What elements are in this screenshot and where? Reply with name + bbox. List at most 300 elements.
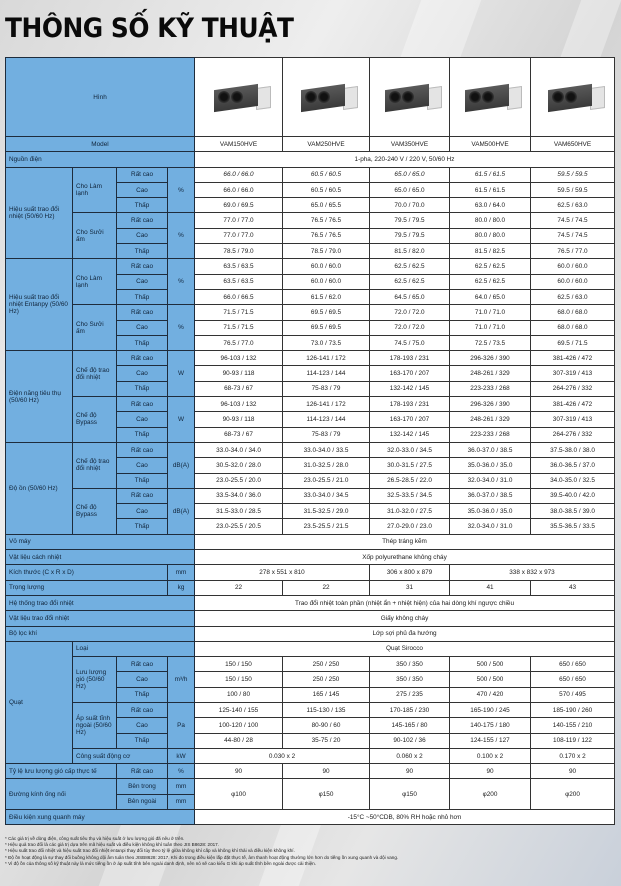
value-cell: 64.5 / 65.0 (370, 289, 450, 304)
value-cell: 65.0 / 65.0 (370, 167, 450, 182)
value-cell: 38.0-38.5 / 39.0 (531, 504, 615, 519)
value-cell: 33.0-34.0 / 34.5 (283, 488, 370, 503)
value-cell: 80.0 / 80.0 (450, 213, 531, 228)
value-cell: 90-102 / 36 (370, 733, 450, 748)
value-cell: 185-190 / 260 (531, 702, 615, 717)
value-cell: 69.5 / 71.5 (531, 335, 615, 350)
value-cell: 126-141 / 172 (283, 351, 370, 366)
value-cell: 30.0-31.5 / 27.5 (370, 458, 450, 473)
value-cell: 62.5 / 62.5 (370, 274, 450, 289)
value-cell: 68-73 / 67 (195, 427, 283, 442)
mode-label: Cho Làm lạnh (73, 259, 117, 305)
value-cell: 100-120 / 100 (195, 718, 283, 733)
value-cell: 32.0-33.0 / 34.5 (370, 442, 450, 457)
value-cell: 31.5-32.5 / 29.0 (283, 504, 370, 519)
table-row (6, 595, 615, 610)
unit-label: Pa (168, 702, 195, 748)
speed-label: Cao (117, 228, 168, 243)
table-row (6, 702, 615, 717)
value-cell: 76.5 / 76.5 (283, 228, 370, 243)
speed-label: Rất cao (117, 259, 168, 274)
value-cell: VAM500HVE (450, 137, 531, 152)
value-cell: 150 / 150 (195, 672, 283, 687)
unit-label: kg (168, 580, 195, 595)
speed-label: Cao (117, 320, 168, 335)
value-cell: 44-80 / 28 (195, 733, 283, 748)
speed-label: Cao (117, 274, 168, 289)
table-row (6, 580, 615, 595)
value-cell: 61.5 / 61.5 (450, 182, 531, 197)
power_supply-label: Nguồn điện (6, 152, 195, 167)
value-cell: 60.0 / 60.0 (531, 274, 615, 289)
table-row (6, 167, 615, 182)
value-cell: 140-155 / 210 (531, 718, 615, 733)
value-cell: 145-165 / 80 (370, 718, 450, 733)
value-cell: 306 x 800 x 879 (370, 565, 450, 580)
mode-label: Chế độ trao đổi nhiệt (73, 351, 117, 397)
spec-table (5, 57, 615, 825)
section-label: Hiệu suất trao đổi nhiệt (50/60 Hz) (6, 167, 73, 259)
mode-label: Lưu lượng gió (50/60 Hz) (73, 657, 117, 703)
value-cell: 650 / 650 (531, 672, 615, 687)
value-cell: 60.5 / 60.5 (283, 167, 370, 182)
value-cell: 73.0 / 73.5 (283, 335, 370, 350)
value-cell: 61.5 / 62.0 (283, 289, 370, 304)
table-row (6, 611, 615, 626)
value-cell: 75-83 / 79 (283, 381, 370, 396)
mode-label: Chế độ trao đổi nhiệt (73, 442, 117, 488)
casing-value: Thép tráng kẽm (195, 534, 615, 549)
table-row (6, 397, 615, 412)
speed-label: Rất cao (117, 488, 168, 503)
value-cell: 250 / 250 (283, 657, 370, 672)
value-cell: 165 / 145 (283, 687, 370, 702)
fan-label: Quạt (6, 641, 73, 763)
value-cell: 570 / 495 (531, 687, 615, 702)
speed-label: Thấp (117, 687, 168, 702)
exchange_material-value: Giấy không cháy (195, 611, 615, 626)
value-cell: 74.5 / 74.5 (531, 228, 615, 243)
value-cell: φ150 (283, 779, 370, 810)
footnote: * Các giá trị về dòng điện, công suất tiêu thụ và hiệu suất ở lưu lượng gió đã nêu ở trên. (5, 836, 185, 841)
value-cell: 62.5 / 63.0 (531, 198, 615, 213)
table-row (6, 213, 615, 228)
value-cell: 126-141 / 172 (283, 397, 370, 412)
value-cell: 163-170 / 207 (370, 366, 450, 381)
value-cell: 69.5 / 69.5 (283, 320, 370, 335)
speed-label: Thấp (117, 381, 168, 396)
value-cell: φ100 (195, 779, 283, 810)
value-cell: 43 (531, 580, 615, 595)
value-cell: 125-140 / 155 (195, 702, 283, 717)
value-cell: 33.0-34.0 / 34.0 (195, 442, 283, 457)
table-row (6, 152, 615, 167)
value-cell: 61.5 / 61.5 (450, 167, 531, 182)
value-cell: 165-190 / 245 (450, 702, 531, 717)
section-label: Độ ồn (50/60 Hz) (6, 442, 73, 534)
footnotes (5, 836, 615, 867)
value-cell: 72.0 / 72.0 (370, 320, 450, 335)
value-cell: 71.0 / 71.0 (450, 305, 531, 320)
fan-type-value: Quạt Sirocco (195, 641, 615, 656)
model-label: Model (6, 137, 195, 152)
duct-outer-label: Bên ngoài (117, 794, 168, 809)
table-row (6, 779, 615, 794)
value-cell: 62.5 / 62.5 (450, 259, 531, 274)
value-cell: 77.0 / 77.0 (195, 213, 283, 228)
value-cell: 163-170 / 207 (370, 412, 450, 427)
value-cell: 0.100 x 2 (450, 748, 531, 763)
value-cell: 34.0-35.0 / 32.5 (531, 473, 615, 488)
speed-label: Thấp (117, 733, 168, 748)
value-cell: 90 (370, 764, 450, 779)
duct-label: Đường kính ống nối (6, 779, 117, 810)
value-cell: 178-193 / 231 (370, 397, 450, 412)
section-label: Điện năng tiêu thụ (50/60 Hz) (6, 351, 73, 443)
value-cell: 250 / 250 (283, 672, 370, 687)
value-cell: 66.0 / 66.0 (195, 167, 283, 182)
footnote: * Hiệu suất trao đổi nhiệt và hiệu suất trao đổi nhiệt entanpi thay đổi tùy theo tỷ lệ giữa không khí cấp và không khí thải và điều kiện không khí. (5, 848, 295, 854)
value-cell: 0.060 x 2 (370, 748, 450, 763)
value-cell: 0.030 x 2 (195, 748, 370, 763)
value-cell: 31 (370, 580, 450, 595)
value-cell: 72.0 / 72.0 (370, 305, 450, 320)
casing-label: Vỏ máy (6, 534, 195, 549)
value-cell: 75-83 / 79 (283, 427, 370, 442)
value-cell: 264-276 / 332 (531, 427, 615, 442)
power_supply-value: 1-pha, 220-240 V / 220 V, 50/60 Hz (195, 152, 615, 167)
value-cell: 77.0 / 77.0 (195, 228, 283, 243)
value-cell: 35-75 / 20 (283, 733, 370, 748)
exchange_material-label: Vật liệu trao đổi nhiệt (6, 611, 195, 626)
value-cell: 223-233 / 268 (450, 427, 531, 442)
value-cell: 62.5 / 63.0 (531, 289, 615, 304)
unit-label: mm (168, 565, 195, 580)
value-cell: 0.170 x 2 (531, 748, 615, 763)
value-cell: 23.0-25.5 / 21.0 (283, 473, 370, 488)
product-image-cell (283, 58, 370, 137)
value-cell: 26.5-28.5 / 22.0 (370, 473, 450, 488)
value-cell: 132-142 / 145 (370, 381, 450, 396)
value-cell: 30.5-32.0 / 28.0 (195, 458, 283, 473)
value-cell: 63.5 / 63.5 (195, 274, 283, 289)
speed-label: Rất cao (117, 305, 168, 320)
mode-label: Cho Sưởi ấm (73, 305, 117, 351)
value-cell: 500 / 500 (450, 672, 531, 687)
speed-label: Rất cao (117, 764, 168, 779)
product-image-cell (450, 58, 531, 137)
dimensions-label: Kích thước (C x R x D) (6, 565, 168, 580)
footnote: * Vì độ ồn của thông số kỹ thuật này là mức tiếng ồn ở áp suất tĩnh bên ngoài danh định, nên nó sẽ cao kiểu G khi áp suất tĩnh bên ngoài được cải thiện. (5, 860, 316, 866)
ambient-label: Điều kiện xung quanh máy (6, 810, 195, 825)
table-row (6, 810, 615, 825)
value-cell: 69.0 / 69.5 (195, 198, 283, 213)
table-row (6, 534, 615, 549)
value-cell: 71.0 / 71.0 (450, 320, 531, 335)
value-cell: 33.0-34.0 / 33.5 (283, 442, 370, 457)
value-cell: 22 (195, 580, 283, 595)
speed-label: Thấp (117, 289, 168, 304)
value-cell: 248-261 / 329 (450, 366, 531, 381)
value-cell: 74.5 / 75.0 (370, 335, 450, 350)
value-cell: 96-103 / 132 (195, 397, 283, 412)
table-row (6, 305, 615, 320)
unit-label: % (168, 305, 195, 351)
value-cell: 32.0-34.0 / 31.0 (450, 473, 531, 488)
supply-ratio-label: Tỷ lệ lưu lượng gió cấp thực tế (6, 764, 117, 779)
speed-label: Cao (117, 504, 168, 519)
unit-label: m³/h (168, 657, 195, 703)
unit-label: % (168, 167, 195, 213)
product-image (291, 77, 361, 117)
duct-inner-label: Bên trong (117, 779, 168, 794)
speed-label: Thấp (117, 519, 168, 534)
table-row (6, 259, 615, 274)
value-cell: 62.5 / 62.5 (370, 259, 450, 274)
value-cell: 35.0-36.0 / 35.0 (450, 504, 531, 519)
value-cell: VAM150HVE (195, 137, 283, 152)
image-label: Hình (6, 58, 195, 137)
value-cell: 65.0 / 65.5 (283, 198, 370, 213)
value-cell: 470 / 420 (450, 687, 531, 702)
value-cell: 71.5 / 71.5 (195, 305, 283, 320)
value-cell: 65.0 / 65.0 (370, 182, 450, 197)
value-cell: 248-261 / 329 (450, 412, 531, 427)
air_filter-value: Lớp sợi phủ đa hướng (195, 626, 615, 641)
value-cell: VAM350HVE (370, 137, 450, 152)
value-cell: 78.5 / 79.0 (195, 244, 283, 259)
value-cell: 80-90 / 60 (283, 718, 370, 733)
value-cell: 60.5 / 60.5 (283, 182, 370, 197)
value-cell: 338 x 832 x 973 (450, 565, 615, 580)
value-cell: 114-123 / 144 (283, 412, 370, 427)
speed-label: Thấp (117, 244, 168, 259)
value-cell: 350 / 350 (370, 657, 450, 672)
insulation-value: Xốp polyurethane không cháy (195, 550, 615, 565)
value-cell: 36.0-37.0 / 38.5 (450, 488, 531, 503)
value-cell: 64.0 / 65.0 (450, 289, 531, 304)
speed-label: Rất cao (117, 657, 168, 672)
speed-label: Cao (117, 458, 168, 473)
value-cell: 68-73 / 67 (195, 381, 283, 396)
value-cell: VAM650HVE (531, 137, 615, 152)
value-cell: 32.0-34.0 / 31.0 (450, 519, 531, 534)
value-cell: 22 (283, 580, 370, 595)
footnote: * Độ ồn hoạt động là sự thay đổi buồng không dội âm tuân theo JISB8628: 2017. Khi đo trong điều kiện lắp đặt thực tế, âm thanh hoạt động thường lớn hơn do tiếng ồn xung quanh và dội vang. (5, 854, 399, 860)
unit-label: mm (168, 779, 195, 794)
unit-label: mm (168, 794, 195, 809)
speed-label: Cao (117, 182, 168, 197)
value-cell: 60.0 / 60.0 (531, 259, 615, 274)
value-cell: 68.0 / 68.0 (531, 305, 615, 320)
product-image (538, 77, 608, 117)
value-cell: 36.0-36.5 / 37.0 (531, 458, 615, 473)
value-cell: 150 / 150 (195, 657, 283, 672)
value-cell: 63.0 / 64.0 (450, 198, 531, 213)
table-row (6, 748, 615, 763)
value-cell: 124-155 / 127 (450, 733, 531, 748)
unit-label: W (168, 351, 195, 397)
product-image-cell (370, 58, 450, 137)
value-cell: 70.0 / 70.0 (370, 198, 450, 213)
table-row (6, 550, 615, 565)
value-cell: 35.5-36.5 / 33.5 (531, 519, 615, 534)
value-cell: 36.0-37.0 / 38.5 (450, 442, 531, 457)
table-row (6, 137, 615, 152)
speed-label: Thấp (117, 198, 168, 213)
unit-label: W (168, 397, 195, 443)
value-cell: 307-319 / 413 (531, 412, 615, 427)
table-row (6, 641, 615, 656)
speed-label: Rất cao (117, 442, 168, 457)
value-cell: 296-326 / 390 (450, 351, 531, 366)
value-cell: φ200 (450, 779, 531, 810)
mode-label: Cho Làm lạnh (73, 167, 117, 213)
product-image (204, 77, 274, 117)
value-cell: 108-119 / 122 (531, 733, 615, 748)
unit-label: % (168, 764, 195, 779)
value-cell: 63.5 / 63.5 (195, 259, 283, 274)
exchange_system-label: Hệ thống trao đổi nhiệt (6, 595, 195, 610)
value-cell: 79.5 / 79.5 (370, 228, 450, 243)
value-cell: 278 x 551 x 810 (195, 565, 370, 580)
speed-label: Cao (117, 412, 168, 427)
speed-label: Rất cao (117, 213, 168, 228)
speed-label: Rất cao (117, 167, 168, 182)
value-cell: 381-426 / 472 (531, 397, 615, 412)
exchange_system-value: Trao đổi nhiệt toàn phần (nhiệt ẩn + nhiệt hiện) của hai dòng khí ngược chiều (195, 595, 615, 610)
value-cell: 69.5 / 69.5 (283, 305, 370, 320)
value-cell: 60.0 / 60.0 (283, 274, 370, 289)
value-cell: 71.5 / 71.5 (195, 320, 283, 335)
mode-label: Chế độ Bypass (73, 488, 117, 534)
value-cell: 96-103 / 132 (195, 351, 283, 366)
speed-label: Rất cao (117, 351, 168, 366)
value-cell: 650 / 650 (531, 657, 615, 672)
table-row (6, 764, 615, 779)
unit-label: % (168, 259, 195, 305)
value-cell: 90-93 / 118 (195, 412, 283, 427)
value-cell: 140-175 / 180 (450, 718, 531, 733)
speed-label: Cao (117, 672, 168, 687)
speed-label: Cao (117, 718, 168, 733)
mode-label: Cho Sưởi ấm (73, 213, 117, 259)
speed-label: Cao (117, 366, 168, 381)
value-cell: 115-130 / 135 (283, 702, 370, 717)
value-cell: 78.5 / 79.0 (283, 244, 370, 259)
unit-label: % (168, 213, 195, 259)
value-cell: 81.5 / 82.0 (370, 244, 450, 259)
value-cell: 74.5 / 74.5 (531, 213, 615, 228)
value-cell: 31.0-32.5 / 28.0 (283, 458, 370, 473)
value-cell: 350 / 350 (370, 672, 450, 687)
value-cell: 90 (283, 764, 370, 779)
product-image (455, 77, 525, 117)
value-cell: 76.5 / 77.0 (531, 244, 615, 259)
value-cell: 66.0 / 66.5 (195, 289, 283, 304)
table-row (6, 442, 615, 457)
value-cell: 23.0-25.5 / 20.0 (195, 473, 283, 488)
value-cell: 170-185 / 230 (370, 702, 450, 717)
value-cell: 23.5-25.5 / 21.5 (283, 519, 370, 534)
unit-label: dB(A) (168, 442, 195, 488)
value-cell: 79.5 / 79.5 (370, 213, 450, 228)
value-cell: 100 / 80 (195, 687, 283, 702)
value-cell: 62.5 / 62.5 (450, 274, 531, 289)
value-cell: 81.5 / 82.5 (450, 244, 531, 259)
value-cell: 307-319 / 413 (531, 366, 615, 381)
table-row (6, 657, 615, 672)
value-cell: 90 (450, 764, 531, 779)
table-row (6, 565, 615, 580)
value-cell: 80.0 / 80.0 (450, 228, 531, 243)
value-cell: VAM250HVE (283, 137, 370, 152)
value-cell: 59.5 / 59.5 (531, 182, 615, 197)
product-image-cell (531, 58, 615, 137)
value-cell: 31.0-32.0 / 27.5 (370, 504, 450, 519)
table-row (6, 626, 615, 641)
speed-label: Thấp (117, 427, 168, 442)
air_filter-label: Bộ lọc khí (6, 626, 195, 641)
value-cell: 60.0 / 60.0 (283, 259, 370, 274)
value-cell: 31.5-33.0 / 28.5 (195, 504, 283, 519)
value-cell: 275 / 235 (370, 687, 450, 702)
value-cell: 72.5 / 73.5 (450, 335, 531, 350)
ambient-value: -15°C ~50°CDB, 80% RH hoặc nhỏ hơn (195, 810, 615, 825)
value-cell: 132-142 / 145 (370, 427, 450, 442)
value-cell: 296-326 / 390 (450, 397, 531, 412)
unit-label: kW (168, 748, 195, 763)
value-cell: 223-233 / 268 (450, 381, 531, 396)
mode-label: Chế độ Bypass (73, 397, 117, 443)
page-title: THÔNG SỐ KỸ THUẬT (5, 13, 294, 44)
value-cell: φ150 (370, 779, 450, 810)
speed-label: Thấp (117, 473, 168, 488)
value-cell: 500 / 500 (450, 657, 531, 672)
value-cell: 27.0-29.0 / 23.0 (370, 519, 450, 534)
value-cell: φ200 (531, 779, 615, 810)
value-cell: 41 (450, 580, 531, 595)
product-image-cell (195, 58, 283, 137)
value-cell: 23.0-25.5 / 20.5 (195, 519, 283, 534)
speed-label: Rất cao (117, 397, 168, 412)
value-cell: 76.5 / 76.5 (283, 213, 370, 228)
value-cell: 381-426 / 472 (531, 351, 615, 366)
value-cell: 39.5-40.0 / 42.0 (531, 488, 615, 503)
mode-label: Áp suất tĩnh ngoài (50/60 Hz) (73, 702, 117, 748)
value-cell: 114-123 / 144 (283, 366, 370, 381)
value-cell: 90 (531, 764, 615, 779)
footnote: * Hiệu quả trao đổi là các giá trị dựa trên mã hiệu suất và điều kiện không khí tuân theo JIS B8628: 2017. (5, 842, 220, 848)
insulation-label: Vật liệu cách nhiệt (6, 550, 195, 565)
table-row (6, 351, 615, 366)
value-cell: 76.5 / 77.0 (195, 335, 283, 350)
section-label: Hiệu suất trao đổi nhiệt Entanpy (50/60 Hz) (6, 259, 73, 351)
speed-label: Rất cao (117, 702, 168, 717)
unit-label: dB(A) (168, 488, 195, 534)
value-cell: 66.0 / 66.0 (195, 182, 283, 197)
value-cell: 68.0 / 68.0 (531, 320, 615, 335)
speed-label: Thấp (117, 335, 168, 350)
value-cell: 90-93 / 118 (195, 366, 283, 381)
weight-label: Trọng lượng (6, 580, 168, 595)
value-cell: 264-276 / 332 (531, 381, 615, 396)
value-cell: 35.0-36.0 / 35.0 (450, 458, 531, 473)
value-cell: 32.5-33.5 / 34.5 (370, 488, 450, 503)
table-row (6, 488, 615, 503)
value-cell: 33.5-34.0 / 36.0 (195, 488, 283, 503)
product-image (375, 77, 445, 117)
